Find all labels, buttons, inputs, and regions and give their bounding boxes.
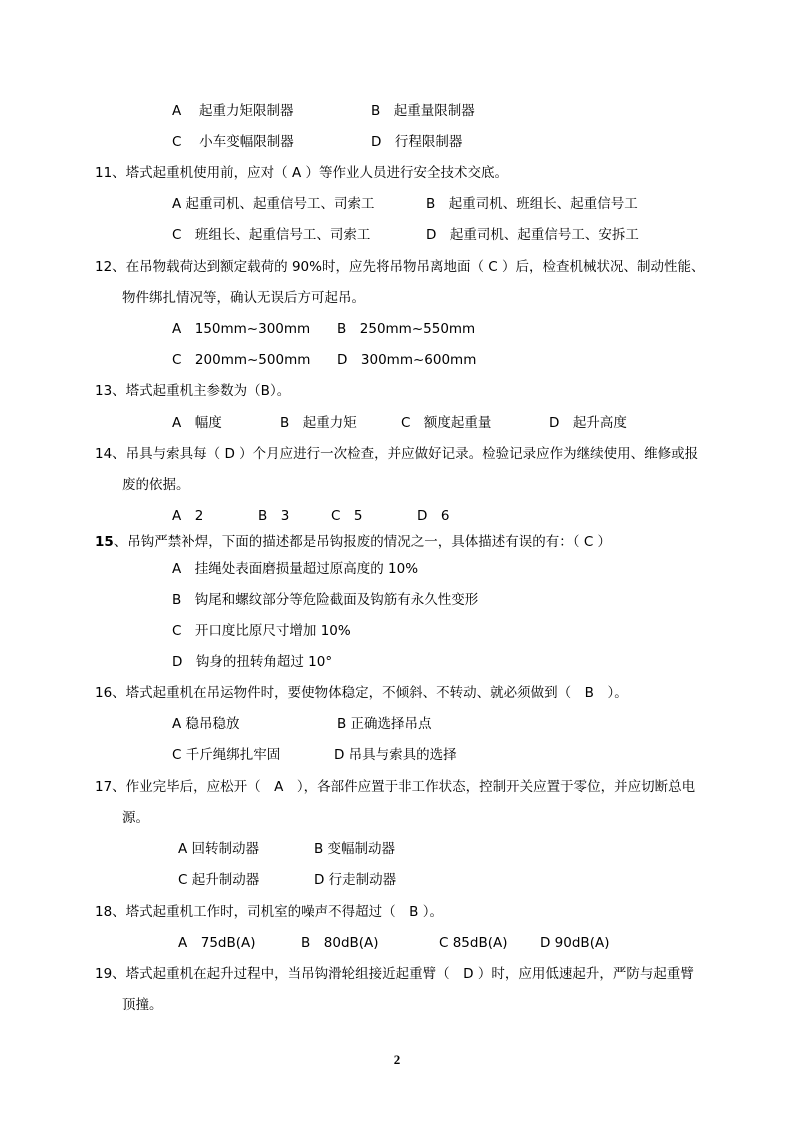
q11-option-a: A 起重司机、起重信号工、司索工 [172, 196, 375, 212]
q18-option-b: B 80dB(A) [301, 935, 379, 951]
q15-stem-text: 、吊钩严禁补焊，下面的描述都是吊钩报废的情况之一，具体描述有误的有：（ C ） [113, 534, 612, 550]
q14-stem-line-2: 废的依据。 [122, 477, 190, 493]
q12-stem-line-1: 12、在吊物载荷达到额定载荷的 90%时，应先将吊物吊离地面（ C ）后，检查机械状况、制动性能、 [95, 259, 705, 275]
q14-stem-line-1: 14、吊具与索具每（ D ）个月应进行一次检查，并应做好记录。检验记录应作为继续使用、维修或报 [95, 446, 699, 462]
q15-option-b: B 钩尾和螺纹部分等危险截面及钩筋有永久性变形 [172, 592, 479, 608]
q18-option-c: C 85dB(A) [439, 935, 508, 951]
q16-option-c: C 千斤绳绑扎牢固 [172, 747, 281, 763]
q19-stem-line-2: 顶撞。 [122, 997, 163, 1013]
q14-option-c: C 5 [331, 508, 363, 524]
q13-stem: 13、塔式起重机主参数为（B）。 [95, 383, 291, 399]
q17-option-b: B 变幅制动器 [314, 841, 396, 857]
page-number: 2 [393, 1052, 401, 1067]
q14-option-b: B 3 [258, 508, 290, 524]
q17-stem-line-1: 17、作业完毕后，应松开（ A ），各部件应置于非工作状态，控制开关应置于零位，并应切断总电 [95, 779, 696, 795]
q12-option-c: C 200mm~500mm [172, 352, 311, 368]
q16-option-d: D 吊具与索具的选择 [334, 747, 457, 763]
q11-option-c: C 班组长、起重信号工、司索工 [172, 227, 371, 243]
q10-option-c: C 小车变幅限制器 [172, 134, 294, 150]
q12-option-d: D 300mm~600mm [337, 352, 477, 368]
q15-option-d: D 钩身的扭转角超过 10° [172, 654, 333, 670]
q12-option-a: A 150mm~300mm [172, 321, 311, 337]
q16-stem: 16、塔式起重机在吊运物件时，要使物体稳定，不倾斜、不转动、就必须做到（ B ）。 [95, 685, 628, 701]
q10-option-d: D 行程限制器 [371, 134, 463, 150]
q13-option-c: C 额度起重量 [401, 415, 492, 431]
q15-number: 15 [95, 534, 114, 550]
q11-option-d: D 起重司机、起重信号工、安拆工 [426, 227, 639, 243]
q14-option-d: D 6 [417, 508, 450, 524]
q11-option-b: B 起重司机、班组长、起重信号工 [426, 196, 638, 212]
q12-option-b: B 250mm~550mm [337, 321, 476, 337]
q12-stem-line-2: 物件绑扎情况等，确认无误后方可起吊。 [122, 290, 365, 306]
q15-option-a: A 挂绳处表面磨损量超过原高度的 10% [172, 561, 419, 577]
q18-stem: 18、塔式起重机工作时，司机室的噪声不得超过（ B ）。 [95, 904, 443, 920]
q17-option-a: A 回转制动器 [178, 841, 260, 857]
q19-stem-line-1: 19、塔式起重机在起升过程中，当吊钩滑轮组接近起重臂（ D ）时，应用低速起升，严防与起重臂 [95, 966, 694, 982]
q17-option-c: C 起升制动器 [178, 872, 260, 888]
q18-option-a: A 75dB(A) [178, 935, 256, 951]
q14-option-a: A 2 [172, 508, 204, 524]
q15-stem [95, 534, 611, 550]
q17-stem-line-2: 源。 [122, 810, 149, 826]
q16-option-b: B 正确选择吊点 [337, 716, 432, 732]
q10-option-b: B 起重量限制器 [371, 103, 475, 119]
q10-option-a: A 起重力矩限制器 [172, 103, 294, 119]
q13-option-b: B 起重力矩 [280, 415, 357, 431]
q16-option-a: A 稳吊稳放 [172, 716, 240, 732]
q15-option-c: C 开口度比原尺寸增加 10% [172, 623, 351, 639]
q13-option-a: A 幅度 [172, 415, 222, 431]
q17-option-d: D 行走制动器 [314, 872, 397, 888]
q11-stem: 11、塔式起重机使用前，应对（ A ）等作业人员进行安全技术交底。 [95, 165, 508, 181]
q13-option-d: D 起升高度 [549, 415, 627, 431]
q18-option-d: D 90dB(A) [540, 935, 610, 951]
